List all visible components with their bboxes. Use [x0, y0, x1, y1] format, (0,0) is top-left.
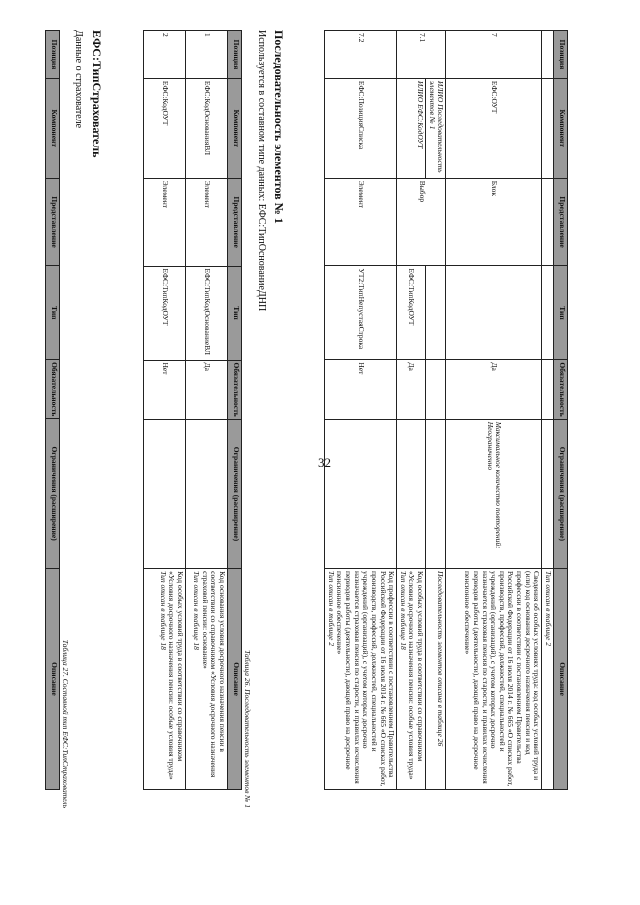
cell-required: Нет	[144, 360, 186, 419]
table-caption: Таблица 27. Составной тип ЕФС:ТипСтрахователь	[61, 639, 70, 808]
cell-component: ЕФС:ОУТ	[446, 78, 542, 178]
section-heading: ЕФС:ТипСтрахователь	[90, 30, 104, 158]
header-representation: Представление	[554, 178, 568, 266]
cell-description: Код основания условия досрочного назначения пенсии в соответствии со справочником «Условия досрочного назначения страховой пенсии: основание» Тип описан в таблице 18	[186, 569, 228, 790]
cell-representation: Блок	[446, 178, 542, 266]
header-position: Позиция	[228, 31, 242, 79]
table-row	[426, 31, 446, 790]
header-restrictions: Ограничения (расширение)	[554, 419, 568, 568]
cell-position: 7.2	[325, 31, 397, 79]
desc-type-ref: Тип описан в таблице 2	[542, 569, 554, 790]
header-description: Описание	[228, 569, 242, 790]
cell-type: УТ2:ТипНепустаяСтрока	[325, 266, 397, 360]
cell-representation: Выбор	[397, 178, 446, 266]
cell-description: Код профессии в соответствии с постановлением Правительства Российской Федерации от 16 июля 2014 г. № 665 «О списках работ, производств, профессий, должностей, специальностей и учреждений (организаций), с учетом которых досрочно назначается страховая пенсия по старости, и правилах исчисления периодов работы (деятельности), дающей право на досрочное пенсионное обеспечение» Тип описан в таблице 2	[325, 569, 397, 790]
cell-position: 1	[186, 31, 228, 79]
restrictions-value: Неограниченно	[485, 421, 495, 471]
cell-type: ЕФС:ТипКодОУТ	[144, 266, 186, 360]
cell-required: Да	[446, 360, 542, 419]
table-row	[144, 31, 186, 790]
section-heading: Последовательность элементов № 1	[272, 30, 286, 224]
cell-representation: Элемент	[186, 178, 228, 266]
table-header-row	[554, 31, 568, 790]
header-restrictions: Ограничения (расширение)	[46, 419, 60, 569]
cell-component: ИЛИО ЕФС:КодОУТ	[397, 78, 426, 178]
cell-position: 2	[144, 31, 186, 79]
header-position: Позиция	[46, 31, 60, 79]
cell-required: Нет	[325, 360, 397, 419]
table-header-row	[46, 31, 60, 790]
cell-representation: Элемент	[325, 178, 397, 266]
cell-restrictions	[446, 419, 542, 568]
cell-description: Последовательность элементов описана в таблице 26	[426, 569, 446, 790]
cell-required: Да	[186, 360, 228, 419]
header-required: Обязательность	[46, 360, 60, 419]
header-type: Тип	[46, 266, 60, 360]
section-text: Используется в составном типе данных: ЕФС:ТипОснованиеДНП	[256, 30, 267, 312]
cell-component: ИЛИО Последовательность элементов № 1	[426, 78, 446, 178]
table-25	[324, 30, 568, 790]
header-type: Тип	[228, 266, 242, 360]
cell-description: Код особых условий труда в соответствии со справочником «Условия досрочного назначения пенсии: особые условия труда» Тип описан в таблице 18	[397, 569, 426, 790]
header-component: Компонент	[228, 78, 242, 178]
cell-required: Да	[397, 360, 426, 419]
cell-position: 7.1	[397, 31, 446, 79]
section-text: Данные о страхователе	[73, 30, 84, 129]
header-position: Позиция	[554, 31, 568, 79]
cell-type: ЕФС:ТипКодОснованиеВЛ	[186, 266, 228, 360]
table-header-row	[228, 31, 242, 790]
header-type: Тип	[554, 266, 568, 360]
header-required: Обязательность	[228, 360, 242, 419]
table-26	[143, 30, 242, 790]
header-component: Компонент	[554, 78, 568, 178]
cell-type: ЕФС:ТипКодОУТ	[397, 266, 426, 360]
table-row	[542, 31, 554, 790]
table-row	[446, 31, 542, 790]
cell-type	[446, 266, 542, 360]
table-caption: Таблица 26. Последовательность элементов № 1	[243, 650, 252, 808]
header-representation: Представление	[228, 178, 242, 266]
header-representation: Представление	[46, 178, 60, 266]
cell-component: ЕФС:ПозицияСписка	[325, 78, 397, 178]
header-component: Компонент	[46, 78, 60, 178]
header-description: Описание	[554, 569, 568, 790]
cell-position: 7	[446, 31, 542, 79]
table-27	[45, 30, 60, 790]
cell-representation: Элемент	[144, 178, 186, 266]
table-row	[397, 31, 426, 790]
header-restrictions: Ограничения (расширение)	[228, 419, 242, 568]
cell-description: Сведения об особых условиях труда: код особых условий труда и (или) код основания досрочного назначения пенсии и код профессии в соответствии с постановлением Правительства Российской Федерации от 16 июля 2014 г. № 665 «О списках работ, производств, профессий, должностей, специальностей и учреждений (организаций), с учетом которых досрочно назначается страховая пенсия по старости, и правилах исчисления периодов работы (деятельности), дающей право на досрочное пенсионное обеспечение»	[446, 569, 542, 790]
table-row	[186, 31, 228, 790]
table-row	[325, 31, 397, 790]
page-number: 32	[318, 455, 331, 470]
header-description: Описание	[46, 568, 60, 789]
cell-description: Код особых условий труда в соответствии со справочником «Условия досрочного назначения пенсии: особые условия труда» Тип описан в таблице 18	[144, 569, 186, 790]
cell-component: ЕФС:КодОУТ	[144, 78, 186, 178]
cell-component: ЕФС:КодОснованияВЛ	[186, 78, 228, 178]
header-required: Обязательность	[554, 360, 568, 419]
restrictions-label: Максимальное количество повторений:	[494, 421, 504, 549]
